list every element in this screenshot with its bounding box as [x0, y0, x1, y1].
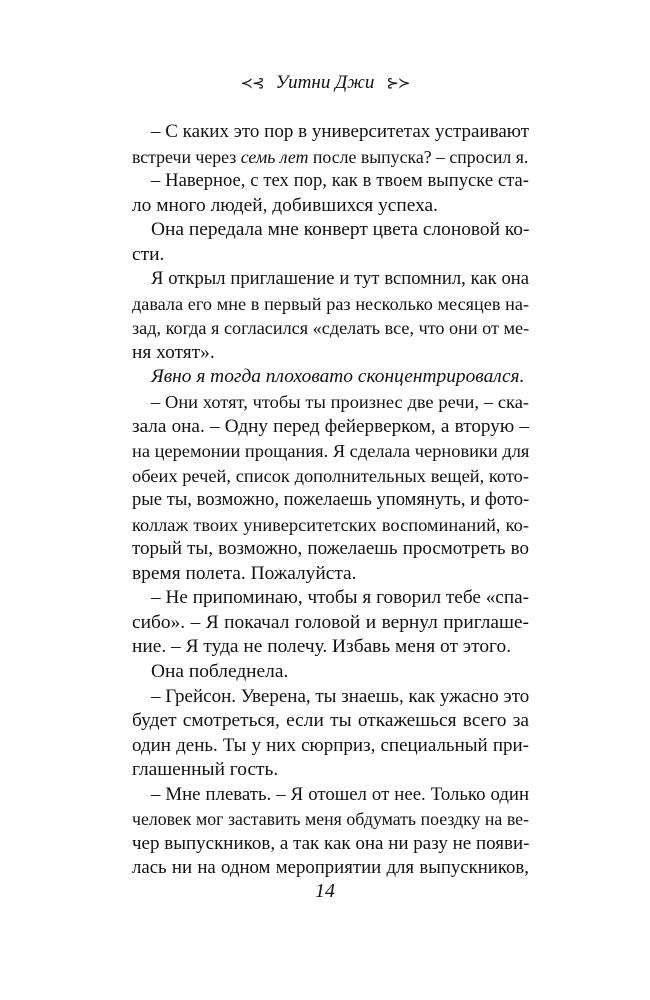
text-line: глашенный гость. — [132, 759, 279, 781]
body-text — [132, 120, 529, 881]
ornament-right-icon: ⊱≻ — [386, 75, 410, 92]
text-line: – Грейсон. Уверена, ты знаешь, как ужасно это — [151, 685, 530, 707]
text-line: человек мог заставить меня обдумать поездку на ве- — [132, 809, 529, 830]
ornament-left-icon: ≺⊰ — [240, 75, 264, 92]
text-line: ло много людей, добившихся успеха. — [132, 194, 438, 216]
text-line: Она передала мне конверт цвета слоновой ко- — [151, 219, 530, 241]
text-line: сибо». – Я покачал головой и вернул приглаше- — [132, 611, 529, 633]
text-line: торый ты, возможно, пожелаешь просмотреть во — [132, 538, 529, 560]
text-line: чер выпускников, а так как она ни разу не появи- — [132, 832, 530, 854]
text-line: – Не припоминаю, чтобы я говорил тебе «спа- — [151, 587, 529, 609]
text-line: зад, когда я согласился «сделать все, что они от ме- — [132, 318, 530, 339]
text-line: коллаж твоих университетских воспоминаний, ко- — [132, 514, 529, 535]
text-line: Я открыл приглашение и тут вспомнил, как она — [151, 268, 529, 290]
text-line: лась ни на одном мероприятии для выпускников, — [132, 857, 529, 879]
page-number: 14 — [315, 880, 335, 902]
text-line: на церемонии прощания. Я сделала черновики для — [132, 441, 530, 462]
text-line: рые ты, возможно, пожелаешь упомянуть, и фото- — [132, 489, 530, 511]
text-line: встречи через семь лет после выпуска? – спросил я. — [132, 146, 529, 167]
text-line: один день. Ты у них сюрприз, специальный при- — [132, 734, 529, 756]
text-line: Она побледнела. — [151, 661, 289, 683]
running-header — [0, 72, 650, 94]
text-line: будет смотреться, если ты откажешься всего за — [132, 710, 529, 732]
text-line: сти. — [132, 243, 165, 265]
text-line: зала она. – Одну перед фейерверком, а вторую – — [132, 415, 529, 437]
text-line: ня хотят». — [132, 341, 215, 363]
text-line: – Мне плевать. – Я отошел от нее. Только один — [151, 783, 529, 805]
text-line: – Они хотят, чтобы ты произнес две речи, – ска- — [151, 392, 529, 413]
text-line: давала его мне в первый раз несколько месяцев на- — [132, 293, 529, 314]
text-line: – С каких это пор в университетах устраивают — [151, 121, 529, 142]
text-line: ние. – Я туда не полечу. Избавь меня от этого. — [132, 636, 512, 658]
text-line: обеих речей, список дополнительных вещей, кото- — [132, 465, 529, 486]
text-line: Явно я тогда плоховато сконцентрировался. — [151, 366, 525, 388]
running-header-title: Уитни Джи — [275, 72, 375, 93]
text-line: время полета. Пожалуйста. — [132, 562, 357, 584]
text-line: – Наверное, с тех пор, как в твоем выпуске ста- — [151, 170, 529, 192]
